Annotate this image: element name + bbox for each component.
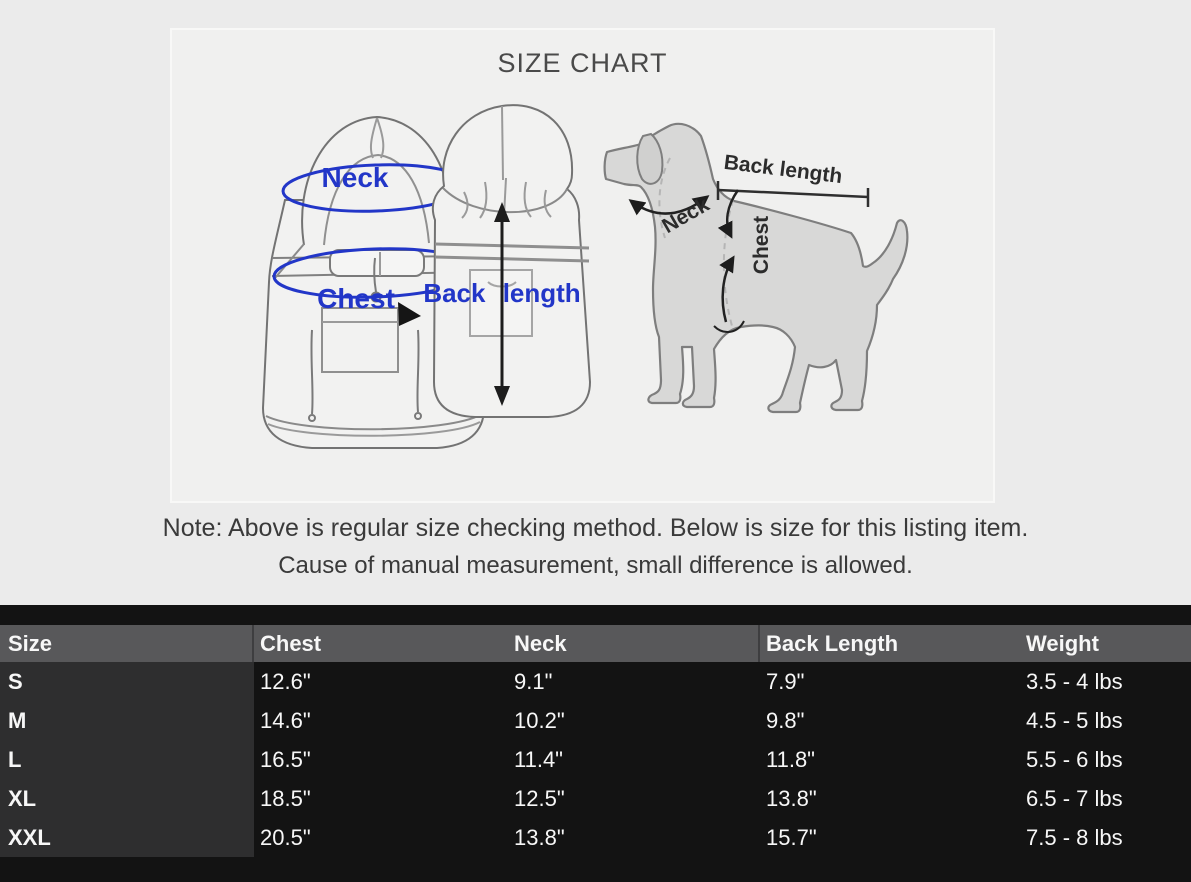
chest-cell: 12.6": [260, 669, 311, 694]
front-neck-label: Neck: [321, 162, 389, 193]
note-block: [0, 505, 1191, 580]
chest-cell: 20.5": [260, 825, 311, 850]
dog-chest-label: Chest: [750, 215, 773, 275]
table-row-s: [0, 662, 1191, 701]
size-table-header: [0, 625, 1191, 662]
column-header-back-length: Back Length: [760, 625, 1020, 662]
raincoat-back-view: [433, 105, 590, 417]
chest-cell: 14.6": [260, 708, 311, 733]
chest-cell: 16.5": [260, 747, 311, 772]
size-table: [0, 605, 1191, 882]
neck-cell: 13.8": [514, 825, 565, 850]
neck-cell: 12.5": [514, 786, 565, 811]
measurement-diagram: [172, 30, 993, 497]
dog-neck-label: Neck: [658, 193, 714, 239]
neck-cell: 9.1": [514, 669, 553, 694]
back-length-cell: 7.9": [766, 669, 805, 694]
table-row-l: [0, 740, 1191, 779]
weight-cell: 7.5 - 8 lbs: [1026, 825, 1123, 850]
back-length-cell: 15.7": [766, 825, 817, 850]
back-length-cell: 9.8": [766, 708, 805, 733]
chest-cell: 18.5": [260, 786, 311, 811]
weight-cell: 3.5 - 4 lbs: [1026, 669, 1123, 694]
back-length-label: Back length: [423, 278, 581, 308]
back-length-cell: 13.8": [766, 786, 817, 811]
dog-back-length-label: Back length: [722, 150, 844, 189]
column-header-size: Size: [0, 625, 254, 662]
neck-cell: 10.2": [514, 708, 565, 733]
neck-cell: 11.4": [514, 747, 563, 772]
column-header-weight: Weight: [1020, 625, 1191, 662]
note-line-1: Note: Above is regular size checking method. Below is size for this listing item.: [162, 514, 1029, 542]
size-cell: XXL: [0, 818, 254, 857]
column-header-neck: Neck: [508, 625, 760, 662]
front-chest-label: Chest: [317, 283, 395, 314]
table-row-m: [0, 701, 1191, 740]
size-cell: S: [0, 662, 254, 701]
size-table-body: [0, 662, 1191, 857]
column-header-chest: Chest: [254, 625, 508, 662]
weight-cell: 5.5 - 6 lbs: [1026, 747, 1123, 772]
weight-cell: 6.5 - 7 lbs: [1026, 786, 1123, 811]
note-line-2: Cause of manual measurement, small difference is allowed.: [278, 552, 913, 579]
diagram-panel: [170, 28, 995, 503]
size-cell: XL: [0, 779, 254, 818]
size-cell: M: [0, 701, 254, 740]
table-row-xl: [0, 779, 1191, 818]
table-row-xxl: [0, 818, 1191, 857]
weight-cell: 4.5 - 5 lbs: [1026, 708, 1123, 733]
back-length-cell: 11.8": [766, 747, 815, 772]
page-title: SIZE CHART: [497, 48, 668, 78]
size-cell: L: [0, 740, 254, 779]
